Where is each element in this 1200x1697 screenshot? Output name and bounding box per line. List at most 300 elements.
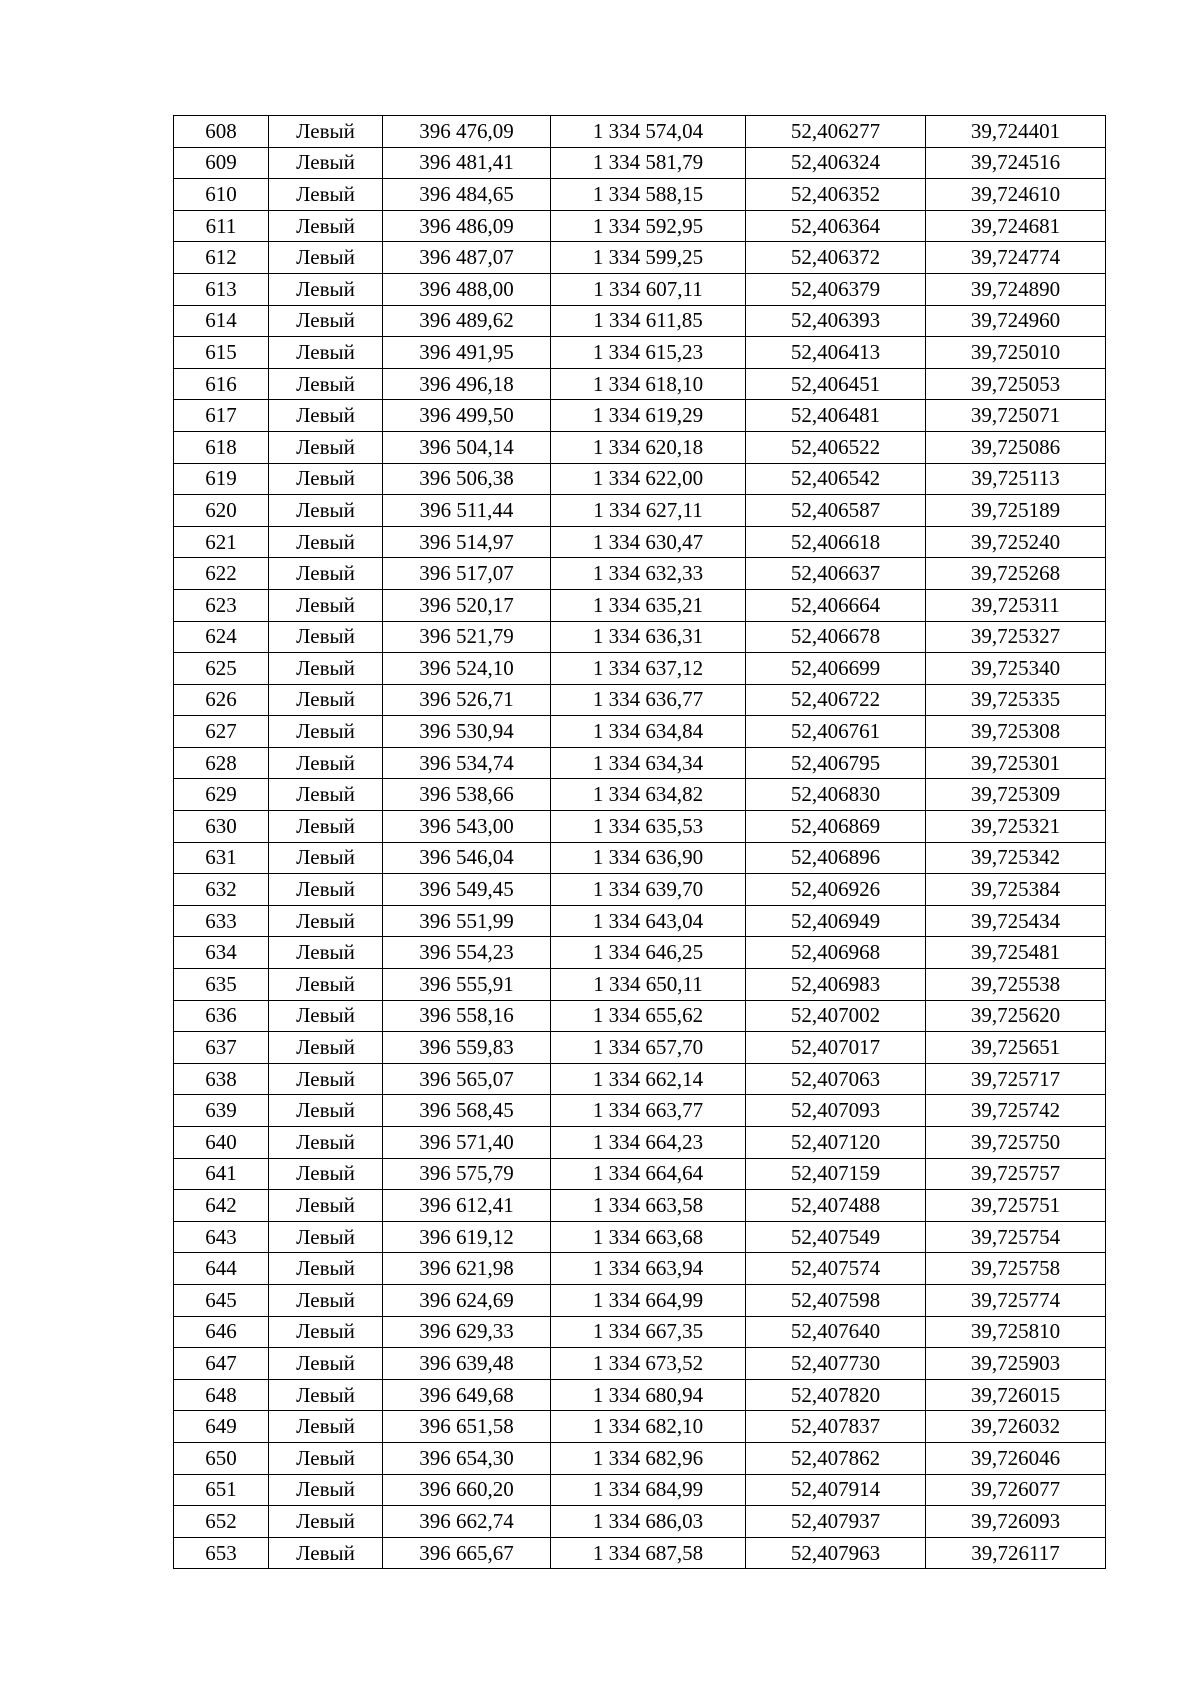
- table-row: [174, 1000, 1106, 1032]
- latitude-cell: 52,406587: [746, 495, 926, 527]
- point-number-cell: 627: [174, 716, 269, 748]
- y-coordinate-cell: 1 334 599,25: [551, 242, 746, 274]
- y-coordinate-cell: 1 334 636,77: [551, 684, 746, 716]
- side-cell: Левый: [269, 495, 383, 527]
- longitude-cell: 39,725342: [926, 842, 1106, 874]
- table-row: [174, 1032, 1106, 1064]
- y-coordinate-cell: 1 334 663,58: [551, 1190, 746, 1222]
- longitude-cell: 39,725335: [926, 684, 1106, 716]
- table-row: [174, 779, 1106, 811]
- side-cell: Левый: [269, 716, 383, 748]
- table-row: [174, 495, 1106, 527]
- longitude-cell: 39,725903: [926, 1348, 1106, 1380]
- point-number-cell: 619: [174, 463, 269, 495]
- y-coordinate-cell: 1 334 664,23: [551, 1127, 746, 1159]
- side-cell: Левый: [269, 621, 383, 653]
- longitude-cell: 39,725774: [926, 1284, 1106, 1316]
- y-coordinate-cell: 1 334 592,95: [551, 210, 746, 242]
- longitude-cell: 39,725384: [926, 874, 1106, 906]
- table-row: [174, 1442, 1106, 1474]
- y-coordinate-cell: 1 334 680,94: [551, 1379, 746, 1411]
- point-number-cell: 647: [174, 1348, 269, 1380]
- latitude-cell: 52,406926: [746, 874, 926, 906]
- x-coordinate-cell: 396 555,91: [383, 969, 551, 1001]
- longitude-cell: 39,725113: [926, 463, 1106, 495]
- side-cell: Левый: [269, 1379, 383, 1411]
- longitude-cell: 39,724960: [926, 305, 1106, 337]
- latitude-cell: 52,406869: [746, 811, 926, 843]
- y-coordinate-cell: 1 334 663,77: [551, 1095, 746, 1127]
- x-coordinate-cell: 396 476,09: [383, 116, 551, 148]
- y-coordinate-cell: 1 334 662,14: [551, 1063, 746, 1095]
- x-coordinate-cell: 396 559,83: [383, 1032, 551, 1064]
- latitude-cell: 52,406618: [746, 526, 926, 558]
- latitude-cell: 52,406761: [746, 716, 926, 748]
- side-cell: Левый: [269, 116, 383, 148]
- longitude-cell: 39,726117: [926, 1537, 1106, 1569]
- point-number-cell: 637: [174, 1032, 269, 1064]
- point-number-cell: 628: [174, 747, 269, 779]
- point-number-cell: 632: [174, 874, 269, 906]
- x-coordinate-cell: 396 629,33: [383, 1316, 551, 1348]
- x-coordinate-cell: 396 481,41: [383, 147, 551, 179]
- side-cell: Левый: [269, 526, 383, 558]
- longitude-cell: 39,725071: [926, 400, 1106, 432]
- latitude-cell: 52,407093: [746, 1095, 926, 1127]
- y-coordinate-cell: 1 334 664,99: [551, 1284, 746, 1316]
- latitude-cell: 52,407937: [746, 1506, 926, 1538]
- x-coordinate-cell: 396 484,65: [383, 179, 551, 211]
- point-number-cell: 641: [174, 1158, 269, 1190]
- y-coordinate-cell: 1 334 684,99: [551, 1474, 746, 1506]
- longitude-cell: 39,725309: [926, 779, 1106, 811]
- point-number-cell: 635: [174, 969, 269, 1001]
- point-number-cell: 617: [174, 400, 269, 432]
- side-cell: Левый: [269, 1442, 383, 1474]
- side-cell: Левый: [269, 305, 383, 337]
- longitude-cell: 39,725750: [926, 1127, 1106, 1159]
- y-coordinate-cell: 1 334 636,31: [551, 621, 746, 653]
- point-number-cell: 622: [174, 558, 269, 590]
- latitude-cell: 52,407574: [746, 1253, 926, 1285]
- side-cell: Левый: [269, 937, 383, 969]
- latitude-cell: 52,407730: [746, 1348, 926, 1380]
- side-cell: Левый: [269, 589, 383, 621]
- x-coordinate-cell: 396 551,99: [383, 905, 551, 937]
- longitude-cell: 39,724681: [926, 210, 1106, 242]
- side-cell: Левый: [269, 1127, 383, 1159]
- y-coordinate-cell: 1 334 581,79: [551, 147, 746, 179]
- point-number-cell: 618: [174, 431, 269, 463]
- latitude-cell: 52,406949: [746, 905, 926, 937]
- y-coordinate-cell: 1 334 663,68: [551, 1221, 746, 1253]
- side-cell: Левый: [269, 1221, 383, 1253]
- point-number-cell: 611: [174, 210, 269, 242]
- table-row: [174, 1284, 1106, 1316]
- side-cell: Левый: [269, 1158, 383, 1190]
- y-coordinate-cell: 1 334 686,03: [551, 1506, 746, 1538]
- longitude-cell: 39,724401: [926, 116, 1106, 148]
- latitude-cell: 52,406795: [746, 747, 926, 779]
- y-coordinate-cell: 1 334 632,33: [551, 558, 746, 590]
- y-coordinate-cell: 1 334 620,18: [551, 431, 746, 463]
- longitude-cell: 39,724774: [926, 242, 1106, 274]
- x-coordinate-cell: 396 506,38: [383, 463, 551, 495]
- point-number-cell: 616: [174, 368, 269, 400]
- y-coordinate-cell: 1 334 637,12: [551, 653, 746, 685]
- longitude-cell: 39,725758: [926, 1253, 1106, 1285]
- longitude-cell: 39,725301: [926, 747, 1106, 779]
- latitude-cell: 52,407837: [746, 1411, 926, 1443]
- y-coordinate-cell: 1 334 664,64: [551, 1158, 746, 1190]
- latitude-cell: 52,406664: [746, 589, 926, 621]
- side-cell: Левый: [269, 558, 383, 590]
- latitude-cell: 52,406364: [746, 210, 926, 242]
- longitude-cell: 39,725810: [926, 1316, 1106, 1348]
- side-cell: Левый: [269, 747, 383, 779]
- x-coordinate-cell: 396 496,18: [383, 368, 551, 400]
- table-row: [174, 179, 1106, 211]
- x-coordinate-cell: 396 654,30: [383, 1442, 551, 1474]
- point-number-cell: 613: [174, 273, 269, 305]
- x-coordinate-cell: 396 534,74: [383, 747, 551, 779]
- table-row: [174, 716, 1106, 748]
- y-coordinate-cell: 1 334 643,04: [551, 905, 746, 937]
- side-cell: Левый: [269, 273, 383, 305]
- longitude-cell: 39,725308: [926, 716, 1106, 748]
- latitude-cell: 52,407120: [746, 1127, 926, 1159]
- y-coordinate-cell: 1 334 574,04: [551, 116, 746, 148]
- x-coordinate-cell: 396 565,07: [383, 1063, 551, 1095]
- x-coordinate-cell: 396 549,45: [383, 874, 551, 906]
- x-coordinate-cell: 396 546,04: [383, 842, 551, 874]
- table-row: [174, 1379, 1106, 1411]
- latitude-cell: 52,406324: [746, 147, 926, 179]
- side-cell: Левый: [269, 1474, 383, 1506]
- x-coordinate-cell: 396 558,16: [383, 1000, 551, 1032]
- y-coordinate-cell: 1 334 635,21: [551, 589, 746, 621]
- longitude-cell: 39,724516: [926, 147, 1106, 179]
- y-coordinate-cell: 1 334 635,53: [551, 811, 746, 843]
- table-row: [174, 874, 1106, 906]
- latitude-cell: 52,407063: [746, 1063, 926, 1095]
- x-coordinate-cell: 396 568,45: [383, 1095, 551, 1127]
- table-row: [174, 463, 1106, 495]
- longitude-cell: 39,725717: [926, 1063, 1106, 1095]
- latitude-cell: 52,407549: [746, 1221, 926, 1253]
- x-coordinate-cell: 396 639,48: [383, 1348, 551, 1380]
- latitude-cell: 52,407914: [746, 1474, 926, 1506]
- latitude-cell: 52,406637: [746, 558, 926, 590]
- y-coordinate-cell: 1 334 630,47: [551, 526, 746, 558]
- table-row: [174, 969, 1106, 1001]
- table-row: [174, 1253, 1106, 1285]
- table-row: [174, 589, 1106, 621]
- y-coordinate-cell: 1 334 615,23: [551, 337, 746, 369]
- side-cell: Левый: [269, 242, 383, 274]
- side-cell: Левый: [269, 1000, 383, 1032]
- table-row: [174, 147, 1106, 179]
- x-coordinate-cell: 396 649,68: [383, 1379, 551, 1411]
- latitude-cell: 52,406413: [746, 337, 926, 369]
- x-coordinate-cell: 396 619,12: [383, 1221, 551, 1253]
- longitude-cell: 39,725620: [926, 1000, 1106, 1032]
- x-coordinate-cell: 396 486,09: [383, 210, 551, 242]
- side-cell: Левый: [269, 1411, 383, 1443]
- table-row: [174, 621, 1106, 653]
- table-row: [174, 210, 1106, 242]
- y-coordinate-cell: 1 334 663,94: [551, 1253, 746, 1285]
- table-row: [174, 811, 1106, 843]
- table-row: [174, 273, 1106, 305]
- x-coordinate-cell: 396 538,66: [383, 779, 551, 811]
- latitude-cell: 52,406968: [746, 937, 926, 969]
- table-row: [174, 1190, 1106, 1222]
- longitude-cell: 39,725754: [926, 1221, 1106, 1253]
- table-row: [174, 653, 1106, 685]
- longitude-cell: 39,725651: [926, 1032, 1106, 1064]
- side-cell: Левый: [269, 653, 383, 685]
- point-number-cell: 634: [174, 937, 269, 969]
- latitude-cell: 52,406722: [746, 684, 926, 716]
- point-number-cell: 639: [174, 1095, 269, 1127]
- x-coordinate-cell: 396 571,40: [383, 1127, 551, 1159]
- x-coordinate-cell: 396 665,67: [383, 1537, 551, 1569]
- table-row: [174, 1348, 1106, 1380]
- y-coordinate-cell: 1 334 588,15: [551, 179, 746, 211]
- table-row: [174, 1316, 1106, 1348]
- table-row: [174, 1474, 1106, 1506]
- y-coordinate-cell: 1 334 622,00: [551, 463, 746, 495]
- longitude-cell: 39,725751: [926, 1190, 1106, 1222]
- point-number-cell: 653: [174, 1537, 269, 1569]
- latitude-cell: 52,406481: [746, 400, 926, 432]
- point-number-cell: 630: [174, 811, 269, 843]
- point-number-cell: 649: [174, 1411, 269, 1443]
- x-coordinate-cell: 396 489,62: [383, 305, 551, 337]
- latitude-cell: 52,406699: [746, 653, 926, 685]
- latitude-cell: 52,406379: [746, 273, 926, 305]
- longitude-cell: 39,725311: [926, 589, 1106, 621]
- table-row: [174, 842, 1106, 874]
- point-number-cell: 633: [174, 905, 269, 937]
- table-row: [174, 1127, 1106, 1159]
- x-coordinate-cell: 396 514,97: [383, 526, 551, 558]
- latitude-cell: 52,406896: [746, 842, 926, 874]
- longitude-cell: 39,726032: [926, 1411, 1106, 1443]
- longitude-cell: 39,725053: [926, 368, 1106, 400]
- point-number-cell: 648: [174, 1379, 269, 1411]
- side-cell: Левый: [269, 400, 383, 432]
- longitude-cell: 39,726015: [926, 1379, 1106, 1411]
- latitude-cell: 52,407488: [746, 1190, 926, 1222]
- latitude-cell: 52,406542: [746, 463, 926, 495]
- y-coordinate-cell: 1 334 673,52: [551, 1348, 746, 1380]
- x-coordinate-cell: 396 511,44: [383, 495, 551, 527]
- y-coordinate-cell: 1 334 687,58: [551, 1537, 746, 1569]
- latitude-cell: 52,407820: [746, 1379, 926, 1411]
- x-coordinate-cell: 396 660,20: [383, 1474, 551, 1506]
- table-row: [174, 747, 1106, 779]
- side-cell: Левый: [269, 337, 383, 369]
- table-row: [174, 684, 1106, 716]
- x-coordinate-cell: 396 521,79: [383, 621, 551, 653]
- y-coordinate-cell: 1 334 634,82: [551, 779, 746, 811]
- longitude-cell: 39,725321: [926, 811, 1106, 843]
- side-cell: Левый: [269, 905, 383, 937]
- side-cell: Левый: [269, 1537, 383, 1569]
- table-row: [174, 368, 1106, 400]
- point-number-cell: 640: [174, 1127, 269, 1159]
- y-coordinate-cell: 1 334 655,62: [551, 1000, 746, 1032]
- longitude-cell: 39,725757: [926, 1158, 1106, 1190]
- side-cell: Левый: [269, 1253, 383, 1285]
- point-number-cell: 650: [174, 1442, 269, 1474]
- point-number-cell: 610: [174, 179, 269, 211]
- longitude-cell: 39,725340: [926, 653, 1106, 685]
- longitude-cell: 39,726077: [926, 1474, 1106, 1506]
- side-cell: Левый: [269, 210, 383, 242]
- longitude-cell: 39,726093: [926, 1506, 1106, 1538]
- x-coordinate-cell: 396 624,69: [383, 1284, 551, 1316]
- side-cell: Левый: [269, 811, 383, 843]
- x-coordinate-cell: 396 487,07: [383, 242, 551, 274]
- latitude-cell: 52,407159: [746, 1158, 926, 1190]
- side-cell: Левый: [269, 1032, 383, 1064]
- table-row: [174, 1537, 1106, 1569]
- table-row: [174, 116, 1106, 148]
- longitude-cell: 39,725538: [926, 969, 1106, 1001]
- point-number-cell: 643: [174, 1221, 269, 1253]
- longitude-cell: 39,725481: [926, 937, 1106, 969]
- y-coordinate-cell: 1 334 636,90: [551, 842, 746, 874]
- latitude-cell: 52,407017: [746, 1032, 926, 1064]
- table-row: [174, 1506, 1106, 1538]
- y-coordinate-cell: 1 334 634,34: [551, 747, 746, 779]
- point-number-cell: 620: [174, 495, 269, 527]
- side-cell: Левый: [269, 431, 383, 463]
- latitude-cell: 52,406678: [746, 621, 926, 653]
- y-coordinate-cell: 1 334 639,70: [551, 874, 746, 906]
- x-coordinate-cell: 396 488,00: [383, 273, 551, 305]
- latitude-cell: 52,407598: [746, 1284, 926, 1316]
- x-coordinate-cell: 396 491,95: [383, 337, 551, 369]
- point-number-cell: 623: [174, 589, 269, 621]
- table-row: [174, 305, 1106, 337]
- point-number-cell: 626: [174, 684, 269, 716]
- table-row: [174, 1158, 1106, 1190]
- x-coordinate-cell: 396 517,07: [383, 558, 551, 590]
- side-cell: Левый: [269, 842, 383, 874]
- point-number-cell: 612: [174, 242, 269, 274]
- side-cell: Левый: [269, 684, 383, 716]
- table-row: [174, 526, 1106, 558]
- point-number-cell: 609: [174, 147, 269, 179]
- point-number-cell: 651: [174, 1474, 269, 1506]
- x-coordinate-cell: 396 526,71: [383, 684, 551, 716]
- x-coordinate-cell: 396 530,94: [383, 716, 551, 748]
- side-cell: Левый: [269, 463, 383, 495]
- latitude-cell: 52,406451: [746, 368, 926, 400]
- longitude-cell: 39,724890: [926, 273, 1106, 305]
- table-row: [174, 242, 1106, 274]
- point-number-cell: 629: [174, 779, 269, 811]
- x-coordinate-cell: 396 651,58: [383, 1411, 551, 1443]
- point-number-cell: 625: [174, 653, 269, 685]
- latitude-cell: 52,407002: [746, 1000, 926, 1032]
- point-number-cell: 621: [174, 526, 269, 558]
- longitude-cell: 39,725189: [926, 495, 1106, 527]
- point-number-cell: 645: [174, 1284, 269, 1316]
- x-coordinate-cell: 396 575,79: [383, 1158, 551, 1190]
- y-coordinate-cell: 1 334 619,29: [551, 400, 746, 432]
- x-coordinate-cell: 396 520,17: [383, 589, 551, 621]
- x-coordinate-cell: 396 504,14: [383, 431, 551, 463]
- coordinates-table-body: [174, 116, 1106, 1569]
- latitude-cell: 52,406372: [746, 242, 926, 274]
- coordinates-table: [173, 115, 1106, 1569]
- side-cell: Левый: [269, 874, 383, 906]
- y-coordinate-cell: 1 334 634,84: [551, 716, 746, 748]
- side-cell: Левый: [269, 368, 383, 400]
- side-cell: Левый: [269, 1348, 383, 1380]
- table-row: [174, 1063, 1106, 1095]
- point-number-cell: 646: [174, 1316, 269, 1348]
- y-coordinate-cell: 1 334 627,11: [551, 495, 746, 527]
- y-coordinate-cell: 1 334 611,85: [551, 305, 746, 337]
- longitude-cell: 39,726046: [926, 1442, 1106, 1474]
- latitude-cell: 52,407640: [746, 1316, 926, 1348]
- table-row: [174, 558, 1106, 590]
- side-cell: Левый: [269, 1095, 383, 1127]
- point-number-cell: 614: [174, 305, 269, 337]
- latitude-cell: 52,406393: [746, 305, 926, 337]
- y-coordinate-cell: 1 334 618,10: [551, 368, 746, 400]
- side-cell: Левый: [269, 1284, 383, 1316]
- latitude-cell: 52,407862: [746, 1442, 926, 1474]
- table-row: [174, 400, 1106, 432]
- y-coordinate-cell: 1 334 646,25: [551, 937, 746, 969]
- point-number-cell: 615: [174, 337, 269, 369]
- table-row: [174, 1095, 1106, 1127]
- table-row: [174, 1221, 1106, 1253]
- point-number-cell: 642: [174, 1190, 269, 1222]
- table-row: [174, 431, 1106, 463]
- x-coordinate-cell: 396 612,41: [383, 1190, 551, 1222]
- longitude-cell: 39,725742: [926, 1095, 1106, 1127]
- x-coordinate-cell: 396 662,74: [383, 1506, 551, 1538]
- latitude-cell: 52,406522: [746, 431, 926, 463]
- point-number-cell: 638: [174, 1063, 269, 1095]
- point-number-cell: 624: [174, 621, 269, 653]
- longitude-cell: 39,724610: [926, 179, 1106, 211]
- y-coordinate-cell: 1 334 607,11: [551, 273, 746, 305]
- latitude-cell: 52,407963: [746, 1537, 926, 1569]
- side-cell: Левый: [269, 179, 383, 211]
- side-cell: Левый: [269, 779, 383, 811]
- point-number-cell: 608: [174, 116, 269, 148]
- longitude-cell: 39,725268: [926, 558, 1106, 590]
- side-cell: Левый: [269, 1063, 383, 1095]
- x-coordinate-cell: 396 554,23: [383, 937, 551, 969]
- side-cell: Левый: [269, 1190, 383, 1222]
- side-cell: Левый: [269, 147, 383, 179]
- point-number-cell: 636: [174, 1000, 269, 1032]
- y-coordinate-cell: 1 334 682,96: [551, 1442, 746, 1474]
- x-coordinate-cell: 396 524,10: [383, 653, 551, 685]
- table-row: [174, 905, 1106, 937]
- longitude-cell: 39,725434: [926, 905, 1106, 937]
